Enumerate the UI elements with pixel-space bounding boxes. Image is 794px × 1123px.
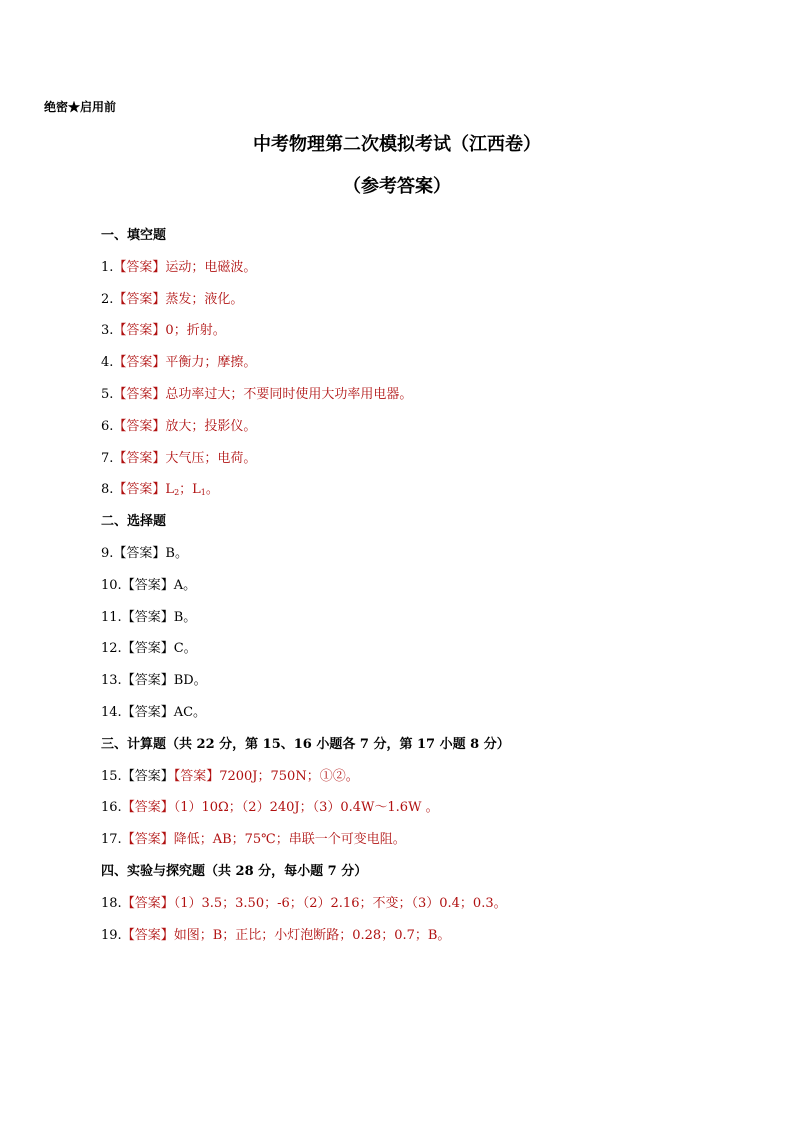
answer-text: 大气压；电荷。	[165, 450, 257, 466]
question-number: 11.	[101, 609, 122, 625]
answer-text: 0；折射。	[165, 323, 226, 339]
answer-item	[101, 639, 721, 671]
answer-text: （1）3.5；3.50；-6；（2）2.16；不变；（3）0.4；0.3。	[173, 895, 507, 911]
question-number: 5.	[101, 386, 114, 402]
page-subtitle: （参考答案）	[343, 176, 451, 197]
answer-item	[101, 417, 721, 449]
secret-label: 绝密★启用前	[44, 100, 117, 114]
answer-tag: 【答案】	[113, 323, 166, 339]
answer-end: 。	[205, 482, 219, 498]
answer-separator: ；L	[179, 482, 201, 498]
answer-text: 放大；投影仪。	[165, 418, 257, 434]
answer-item	[101, 798, 721, 830]
answer-item	[101, 926, 721, 958]
answer-text: AC。	[173, 704, 207, 720]
answer-text: C。	[173, 641, 197, 657]
answer-item	[101, 449, 721, 481]
question-number: 14.	[101, 704, 122, 720]
answer-text: A。	[173, 577, 197, 593]
question-number: 2.	[101, 291, 114, 307]
answer-item	[101, 576, 721, 608]
section-fill-in: 一、填空题	[101, 228, 167, 243]
answer-tag: 【答案】	[121, 704, 174, 720]
answer-text: 降低；AB；75℃；串联一个可变电阻。	[173, 832, 406, 848]
answer-text: 总功率过大；不要同时使用大功率用电器。	[165, 386, 413, 402]
answer-tag: 【答案】	[113, 259, 166, 275]
answer-text: B。	[165, 545, 188, 561]
answer-item	[101, 480, 721, 512]
answer-tag: 【答案】	[121, 800, 174, 816]
answer-item	[101, 703, 721, 735]
answer-item	[101, 608, 721, 640]
answer-tag: 【答案】	[121, 577, 174, 593]
answer-tag: 【答案】	[113, 386, 166, 402]
question-number: 16.	[101, 800, 122, 816]
answer-text: 运动；电磁波。	[165, 259, 257, 275]
answer-item	[101, 544, 721, 576]
answer-item	[101, 385, 721, 417]
answer-text	[165, 482, 218, 497]
question-number: 13.	[101, 673, 122, 689]
question-number: 9.	[101, 545, 114, 561]
subscript: 2	[174, 488, 180, 498]
page-title: 中考物理第二次模拟考试（江西卷）	[253, 134, 541, 155]
question-number: 8.	[101, 482, 114, 498]
section-calculation: 三、计算题（共 22 分，第 15、16 小题各 7 分，第 17 小题 8 分）	[101, 736, 510, 752]
answer-tag: 【答案】	[121, 609, 174, 625]
question-number: 17.	[101, 832, 122, 848]
question-number: 4.	[101, 355, 114, 371]
section-choice: 二、选择题	[101, 514, 167, 530]
answer-tag: 【答案】	[113, 482, 166, 498]
question-number: 10.	[101, 577, 122, 593]
answer-item	[101, 321, 721, 353]
section-experiment: 四、实验与探究题（共 28 分，每小题 7 分）	[101, 863, 368, 879]
question-number: 7.	[101, 450, 114, 466]
answer-list	[101, 226, 721, 957]
answer-text: 平衡力；摩擦。	[165, 355, 257, 371]
answer-tag: 【答案】	[121, 768, 174, 784]
question-number: 18.	[101, 895, 122, 911]
answer-tag: 【答案】	[121, 673, 174, 689]
answer-tag: 【答案】	[121, 641, 174, 657]
answer-tag: 【答案】	[113, 418, 166, 434]
answer-tag-secondary: 【答案】	[173, 768, 220, 784]
answer-text: （1）10Ω；（2）240J；（3）0.4W～1.6W 。	[173, 800, 439, 816]
answer-tag: 【答案】	[113, 355, 166, 371]
question-number: 12.	[101, 641, 122, 657]
answer-tag: 【答案】	[113, 291, 166, 307]
answer-item	[101, 830, 721, 862]
answer-text: B。	[173, 609, 197, 625]
question-number: 3.	[101, 323, 114, 339]
answer-item	[101, 353, 721, 385]
question-number: 19.	[101, 927, 122, 943]
answer-text: 如图；B；正比；小灯泡断路；0.28；0.7；B。	[173, 927, 451, 943]
subscript: 1	[200, 488, 206, 498]
answer-item	[101, 258, 721, 290]
answer-tag: 【答案】	[121, 832, 174, 848]
answer-item	[101, 290, 721, 322]
answer-item	[101, 671, 721, 703]
question-number: 15.	[101, 768, 122, 784]
answer-tag: 【答案】	[113, 545, 166, 561]
answer-tag: 【答案】	[121, 895, 174, 911]
answer-text: 蒸发；液化。	[165, 291, 244, 307]
question-number: 1.	[101, 259, 114, 275]
answer-tag: 【答案】	[113, 450, 166, 466]
answer-l2: L	[165, 482, 175, 498]
answer-text: 7200J；750N；①②。	[219, 768, 359, 784]
answer-item	[101, 894, 721, 926]
question-number: 6.	[101, 418, 114, 434]
answer-text: BD。	[173, 673, 207, 689]
answer-item	[101, 767, 721, 799]
answer-tag: 【答案】	[121, 927, 174, 943]
